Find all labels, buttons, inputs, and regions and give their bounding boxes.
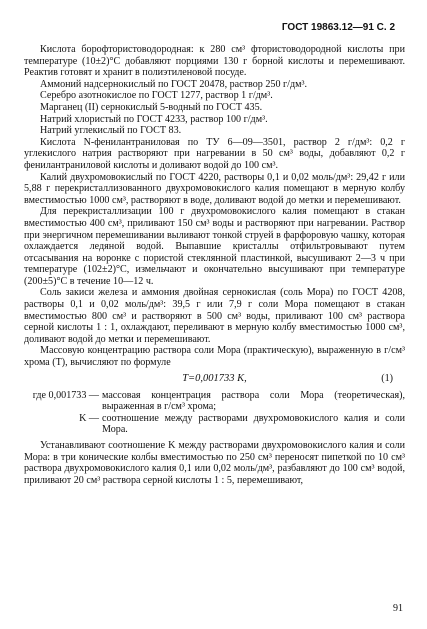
formula-row (24, 373, 405, 388)
legend-symbol: где 0,001733 — (32, 389, 99, 401)
paragraph: Натрий хлористый по ГОСТ 4233, раствор 100 г/дм³. (40, 113, 268, 125)
paragraph: Соль закиси железа и аммония двойная сернокислая (соль Мора) по ГОСТ 4208, растворы 0,1 и 0,02 моль/дм³: 39,5 г или 7,9 г соли Мора помещают в стакан вместимостью 800 см³ и растворяют в 500 см³ воды, приливают 100 см³ раствора серной кислоты 1 : 1, охлаждают, переливают в мерную колбу вместимостью 1000 см³, доливают водой до метки и перемешивают. (24, 287, 405, 345)
body-text-continued (24, 440, 405, 486)
paragraph: Кислота борофтористоводородная: к 280 см³ фтористоводородной кислоты при температуре (10±2)°С добавляют порциями 130 г борной кислоты и перемешивают. Реактив готовят и хранит в полиэтиленовой посуде. (24, 44, 405, 79)
paragraph: Кислота N-фенилантраниловая по ТУ 6—09—3501, раствор 2 г/дм³: 0,2 г углекислого натрия растворяют при нагревании в 50 см³ воды, добавляют 0,2 г фенилантраниловой кислоты и доливают водой до 100 см³. (24, 136, 405, 171)
legend-description: массовая концентрация раствора соли Мора (теоретическая), выраженная в г/см³ хрома; (102, 389, 405, 413)
paragraph: Серебро азотнокислое по ГОСТ 1277, раствор 1 г/дм³. (40, 90, 273, 102)
legend-symbol: K — (79, 412, 99, 424)
body-text (24, 44, 405, 369)
formula-legend (24, 390, 405, 436)
paragraph: Для перекристаллизации 100 г двухромовокислого калия помещают в стакан вместимостью 400 см³, приливают 150 см³ воды и растворяют при нагревании. Раствор при энергичном перемешивании выливают тонкой струей в фарфоровую чашку, которая охлаждается ледяной водой. Выпавшие кристаллы отфильтровывают путем отсасывания на воронке с пористой стеклянной пластинкой, высушивают 2—3 ч при температуре (102±2)°С, измельчают и окончательно высушивают при температуре (200±5)°С в течение 10—12 ч. (24, 206, 405, 287)
paragraph: Аммоний надсернокислый по ГОСТ 20478, раствор 250 г/дм³. (40, 78, 308, 90)
formula-number: (1) (381, 372, 393, 384)
paragraph: Натрий углекислый по ГОСТ 83. (40, 125, 182, 137)
paragraph: Массовую концентрацию раствора соли Мора (практическую), выраженную в г/см³ хрома (Т), вычисляют по формуле (24, 345, 405, 369)
formula: T=0,001733 K, (182, 372, 247, 384)
page-number: 91 (393, 603, 403, 615)
paragraph: Калий двухромовокислый по ГОСТ 4220, растворы 0,1 и 0,02 моль/дм³: 29,42 г или 5,88 г перекристаллизованного двухромовокислого калия помещают в мерную колбу вместимостью 1000 см³, растворяют в воде, доливают водой до метки и перемешивают. (24, 171, 405, 206)
legend-description: соотношение между растворами двухромовокислого калия и соли Мора. (102, 412, 405, 436)
paragraph: Марганец (II) сернокислый 5-водный по ГОСТ 435. (40, 101, 263, 113)
paragraph: Устанавливают соотношение K между растворами двухромовокислого калия и соли Мора: в три конические колбы вместимостью по 250 см³ переносят пипеткой по 10 см³ раствора двухромовокислого калия 0,1 или 0,02 моль/дм³, разбавляют до 100 см³ водой, приливают 20 см³ раствора серной кислоты 1 : 5, перемешивают, (24, 440, 405, 486)
page-header: ГОСТ 19863.12—91 С. 2 (281, 22, 395, 33)
